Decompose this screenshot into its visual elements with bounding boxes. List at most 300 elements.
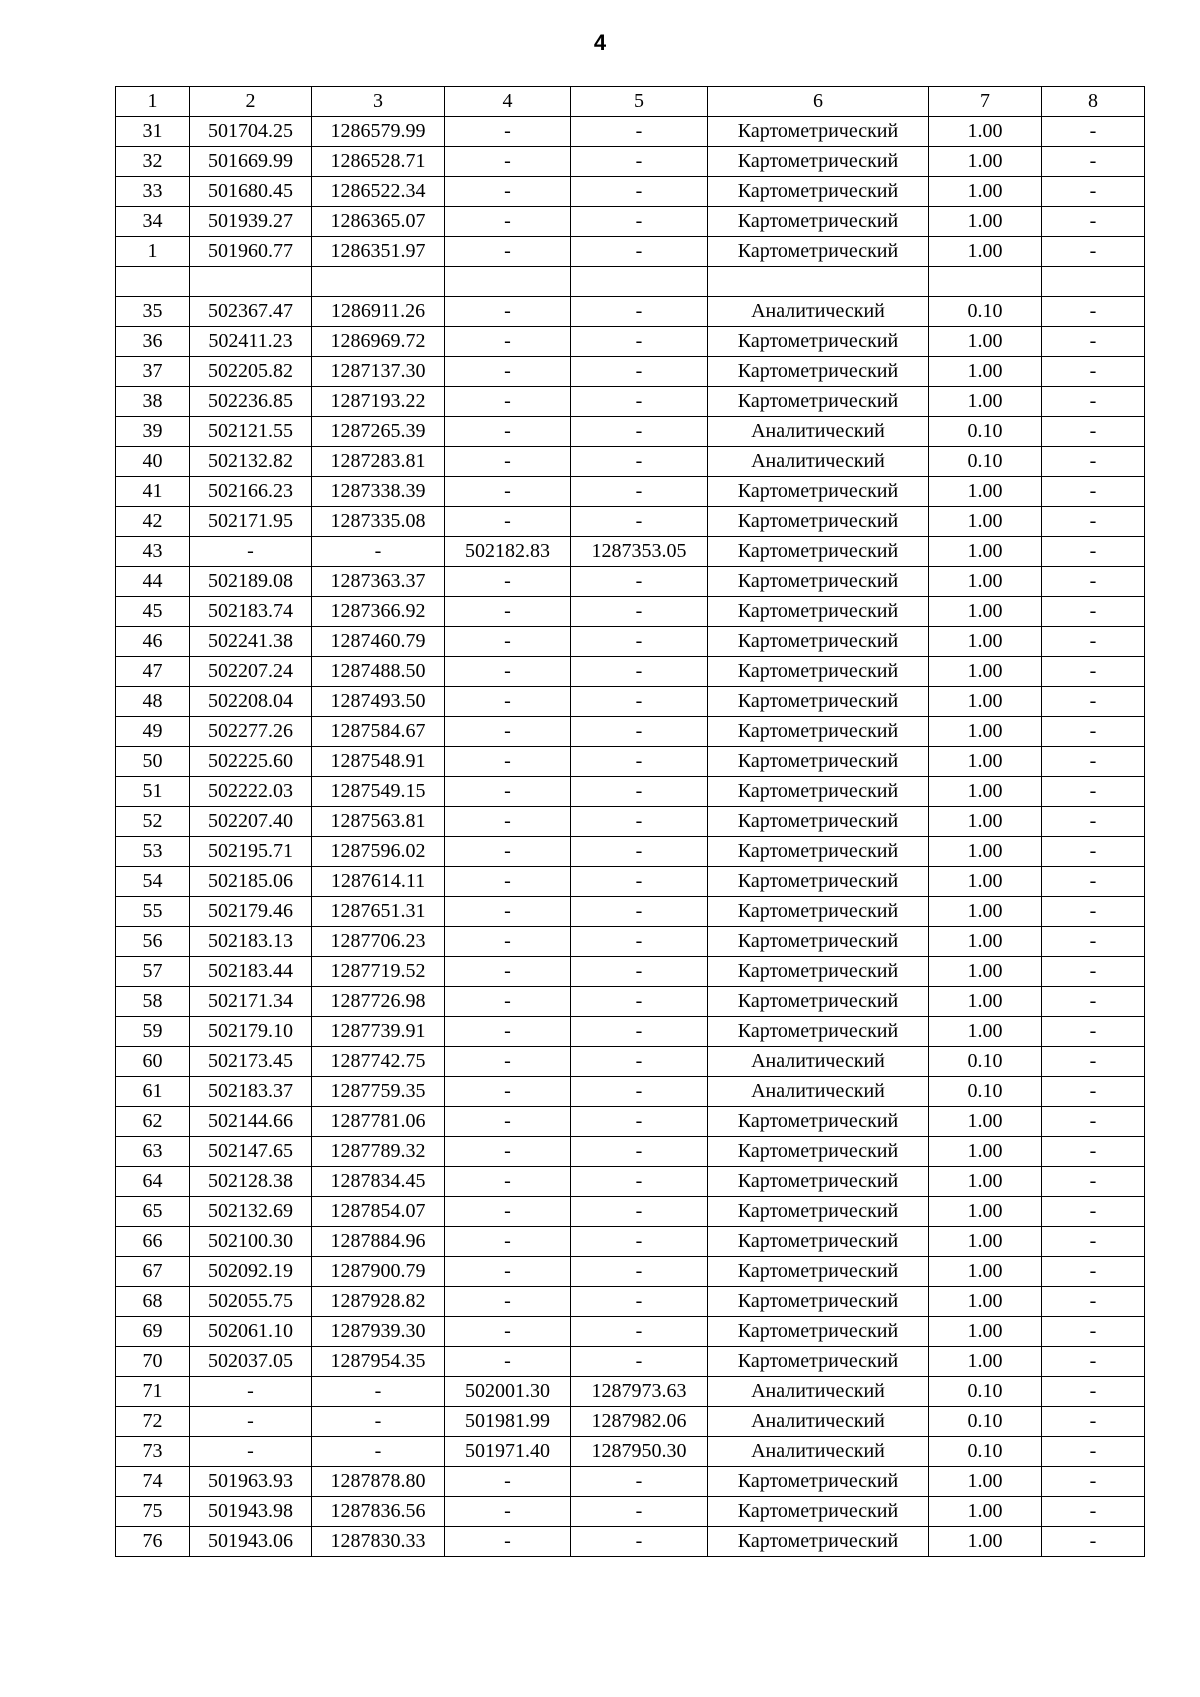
y-coordinate-cell: 1287193.22 [312,387,445,417]
method-cell: Картометрический [708,897,929,927]
point-number-cell: 45 [116,597,190,627]
method-cell: Картометрический [708,207,929,237]
point-number-cell: 40 [116,447,190,477]
table-row [116,267,1145,297]
y-coordinate-cell: 1287884.96 [312,1227,445,1257]
accuracy-cell: 1.00 [929,1347,1042,1377]
method-cell: Картометрический [708,1257,929,1287]
point-number-cell: 47 [116,657,190,687]
note-cell: - [1042,1317,1145,1347]
x-coordinate-cell: 501680.45 [190,177,312,207]
y-new-coordinate-cell: - [571,1347,708,1377]
note-cell: - [1042,717,1145,747]
point-number-cell: 71 [116,1377,190,1407]
y-new-coordinate-cell: - [571,177,708,207]
accuracy-cell: 1.00 [929,837,1042,867]
point-number-cell: 1 [116,237,190,267]
x-coordinate-cell: 502185.06 [190,867,312,897]
accuracy-cell: 1.00 [929,1197,1042,1227]
note-cell: - [1042,1197,1145,1227]
x-coordinate-cell: 502166.23 [190,477,312,507]
y-coordinate-cell: 1287954.35 [312,1347,445,1377]
x-coordinate-cell: 502173.45 [190,1047,312,1077]
method-cell: Картометрический [708,537,929,567]
x-new-coordinate-cell: - [445,777,571,807]
y-coordinate-cell: 1286522.34 [312,177,445,207]
method-cell: Картометрический [708,237,929,267]
y-new-coordinate-cell: - [571,357,708,387]
accuracy-cell: 1.00 [929,1167,1042,1197]
x-new-coordinate-cell: - [445,1107,571,1137]
y-coordinate-cell: 1287834.45 [312,1167,445,1197]
y-coordinate-cell: 1287548.91 [312,747,445,777]
accuracy-cell: 1.00 [929,1017,1042,1047]
note-cell: - [1042,1287,1145,1317]
accuracy-cell: 1.00 [929,717,1042,747]
y-new-coordinate-cell: - [571,657,708,687]
y-coordinate-cell: 1287759.35 [312,1077,445,1107]
x-new-coordinate-cell: - [445,1137,571,1167]
note-cell: - [1042,567,1145,597]
point-number-cell: 67 [116,1257,190,1287]
accuracy-cell: 1.00 [929,117,1042,147]
point-number-cell: 64 [116,1167,190,1197]
y-coordinate-cell: 1287488.50 [312,657,445,687]
x-new-coordinate-cell: - [445,477,571,507]
y-new-coordinate-cell: - [571,1047,708,1077]
y-coordinate-cell: 1286365.07 [312,207,445,237]
note-cell: - [1042,687,1145,717]
note-cell: - [1042,1257,1145,1287]
method-cell: Картометрический [708,1197,929,1227]
note-cell: - [1042,537,1145,567]
method-cell: Аналитический [708,1047,929,1077]
point-number-cell: 54 [116,867,190,897]
note-cell: - [1042,1437,1145,1467]
method-cell: Картометрический [708,627,929,657]
table-row [116,1347,1145,1377]
x-new-coordinate-cell: - [445,1227,571,1257]
method-cell: Картометрический [708,387,929,417]
y-coordinate-cell: - [312,537,445,567]
note-cell: - [1042,117,1145,147]
table-row [116,867,1145,897]
method-cell: Картометрический [708,1287,929,1317]
table-row [116,177,1145,207]
x-coordinate-cell: 502061.10 [190,1317,312,1347]
table-row [116,717,1145,747]
table-row [116,207,1145,237]
point-number-cell: 50 [116,747,190,777]
point-number-cell: 69 [116,1317,190,1347]
accuracy-cell: 0.10 [929,1047,1042,1077]
method-cell: Картометрический [708,1497,929,1527]
method-cell: Аналитический [708,417,929,447]
note-cell: - [1042,237,1145,267]
note-cell: - [1042,627,1145,657]
note-cell: - [1042,1017,1145,1047]
note-cell: - [1042,447,1145,477]
method-cell: Аналитический [708,1407,929,1437]
point-number-cell: 65 [116,1197,190,1227]
table-row [116,1227,1145,1257]
column-header: 5 [571,87,708,117]
x-coordinate-cell: 501943.06 [190,1527,312,1557]
y-coordinate-cell: - [312,1437,445,1467]
y-coordinate-cell: 1287878.80 [312,1467,445,1497]
note-cell: - [1042,477,1145,507]
method-cell: Картометрический [708,747,929,777]
y-new-coordinate-cell: - [571,1317,708,1347]
point-number-cell: 57 [116,957,190,987]
point-number-cell: 53 [116,837,190,867]
point-number-cell: 74 [116,1467,190,1497]
x-coordinate-cell: 502144.66 [190,1107,312,1137]
column-header: 8 [1042,87,1145,117]
x-coordinate-cell: 501939.27 [190,207,312,237]
accuracy-cell: 1.00 [929,1497,1042,1527]
method-cell: Аналитический [708,297,929,327]
note-cell: - [1042,357,1145,387]
note-cell: - [1042,417,1145,447]
method-cell: Картометрический [708,927,929,957]
note-cell: - [1042,327,1145,357]
table-row [116,1287,1145,1317]
accuracy-cell: 1.00 [929,387,1042,417]
y-new-coordinate-cell: - [571,507,708,537]
point-number-cell: 56 [116,927,190,957]
note-cell: - [1042,597,1145,627]
accuracy-cell: 1.00 [929,507,1042,537]
x-coordinate-cell: 502367.47 [190,297,312,327]
x-coordinate-cell: 502205.82 [190,357,312,387]
table-row [116,957,1145,987]
y-new-coordinate-cell: - [571,1017,708,1047]
y-coordinate-cell: 1287137.30 [312,357,445,387]
accuracy-cell: 1.00 [929,1287,1042,1317]
x-new-coordinate-cell [445,267,571,297]
method-cell: Картометрический [708,657,929,687]
method-cell: Картометрический [708,147,929,177]
table-body [116,117,1145,1557]
y-new-coordinate-cell: - [571,1107,708,1137]
method-cell: Картометрический [708,177,929,207]
table-row [116,537,1145,567]
y-coordinate-cell: 1287789.32 [312,1137,445,1167]
table-row [116,777,1145,807]
x-new-coordinate-cell: - [445,807,571,837]
accuracy-cell: 1.00 [929,1257,1042,1287]
note-cell: - [1042,837,1145,867]
x-new-coordinate-cell: - [445,387,571,417]
x-coordinate-cell: 502092.19 [190,1257,312,1287]
x-coordinate-cell: 502037.05 [190,1347,312,1377]
y-coordinate-cell: 1287549.15 [312,777,445,807]
table-row [116,1257,1145,1287]
y-new-coordinate-cell: - [571,1527,708,1557]
x-coordinate-cell: 501960.77 [190,237,312,267]
point-number-cell: 33 [116,177,190,207]
y-new-coordinate-cell: - [571,1287,708,1317]
note-cell: - [1042,897,1145,927]
y-coordinate-cell: 1287366.92 [312,597,445,627]
accuracy-cell: 1.00 [929,237,1042,267]
method-cell: Картометрический [708,867,929,897]
y-new-coordinate-cell: - [571,777,708,807]
accuracy-cell: 1.00 [929,627,1042,657]
note-cell: - [1042,1137,1145,1167]
y-coordinate-cell: - [312,1407,445,1437]
coordinates-table [115,86,1145,1557]
table-row [116,387,1145,417]
point-number-cell: 38 [116,387,190,417]
point-number-cell: 55 [116,897,190,927]
note-cell: - [1042,297,1145,327]
note-cell: - [1042,1107,1145,1137]
y-coordinate-cell [312,267,445,297]
x-new-coordinate-cell: - [445,897,571,927]
x-new-coordinate-cell: - [445,1467,571,1497]
y-new-coordinate-cell: - [571,987,708,1017]
x-coordinate-cell: 502183.13 [190,927,312,957]
x-new-coordinate-cell: - [445,657,571,687]
note-cell: - [1042,747,1145,777]
point-number-cell: 73 [116,1437,190,1467]
accuracy-cell: 1.00 [929,1317,1042,1347]
table-header-row [116,87,1145,117]
y-coordinate-cell: 1287928.82 [312,1287,445,1317]
y-new-coordinate-cell: 1287973.63 [571,1377,708,1407]
table-row [116,747,1145,777]
method-cell: Аналитический [708,1437,929,1467]
y-coordinate-cell: 1287742.75 [312,1047,445,1077]
x-new-coordinate-cell: 501981.99 [445,1407,571,1437]
point-number-cell: 44 [116,567,190,597]
accuracy-cell: 1.00 [929,177,1042,207]
point-number-cell: 61 [116,1077,190,1107]
point-number-cell: 32 [116,147,190,177]
x-coordinate-cell [190,267,312,297]
accuracy-cell: 1.00 [929,357,1042,387]
method-cell: Картометрический [708,357,929,387]
y-new-coordinate-cell: - [571,897,708,927]
table-row [116,147,1145,177]
y-new-coordinate-cell: - [571,327,708,357]
accuracy-cell: 0.10 [929,1077,1042,1107]
y-new-coordinate-cell: - [571,1497,708,1527]
method-cell: Картометрический [708,837,929,867]
y-coordinate-cell: 1286579.99 [312,117,445,147]
x-coordinate-cell: - [190,1437,312,1467]
accuracy-cell: 1.00 [929,927,1042,957]
x-new-coordinate-cell: 501971.40 [445,1437,571,1467]
method-cell: Картометрический [708,1347,929,1377]
method-cell: Картометрический [708,777,929,807]
accuracy-cell: 1.00 [929,1227,1042,1257]
y-coordinate-cell: 1287493.50 [312,687,445,717]
table-row [116,837,1145,867]
note-cell: - [1042,1497,1145,1527]
y-coordinate-cell: 1287265.39 [312,417,445,447]
x-new-coordinate-cell: - [445,627,571,657]
y-new-coordinate-cell: - [571,687,708,717]
y-new-coordinate-cell: 1287982.06 [571,1407,708,1437]
x-coordinate-cell: 502171.95 [190,507,312,537]
table-row [116,1107,1145,1137]
method-cell: Картометрический [708,1107,929,1137]
y-coordinate-cell: 1287719.52 [312,957,445,987]
x-coordinate-cell: 502100.30 [190,1227,312,1257]
accuracy-cell: 1.00 [929,657,1042,687]
method-cell: Картометрический [708,1167,929,1197]
y-coordinate-cell: 1287939.30 [312,1317,445,1347]
table-row [116,1137,1145,1167]
y-new-coordinate-cell: - [571,387,708,417]
y-new-coordinate-cell: - [571,207,708,237]
method-cell: Аналитический [708,1377,929,1407]
point-number-cell: 75 [116,1497,190,1527]
x-new-coordinate-cell: - [445,147,571,177]
accuracy-cell [929,267,1042,297]
x-coordinate-cell: - [190,537,312,567]
table-row [116,117,1145,147]
y-new-coordinate-cell: - [571,117,708,147]
accuracy-cell: 0.10 [929,1377,1042,1407]
y-new-coordinate-cell: - [571,957,708,987]
point-number-cell: 37 [116,357,190,387]
y-new-coordinate-cell: - [571,147,708,177]
table-row [116,1497,1145,1527]
y-new-coordinate-cell: - [571,717,708,747]
point-number-cell: 76 [116,1527,190,1557]
accuracy-cell: 1.00 [929,747,1042,777]
x-new-coordinate-cell: - [445,177,571,207]
column-header: 4 [445,87,571,117]
point-number-cell: 62 [116,1107,190,1137]
y-new-coordinate-cell: - [571,1167,708,1197]
accuracy-cell: 1.00 [929,807,1042,837]
method-cell: Аналитический [708,447,929,477]
table-row [116,1437,1145,1467]
table-row [116,1527,1145,1557]
x-new-coordinate-cell: - [445,957,571,987]
y-new-coordinate-cell: - [571,1257,708,1287]
x-coordinate-cell: 502195.71 [190,837,312,867]
note-cell: - [1042,1077,1145,1107]
accuracy-cell: 0.10 [929,447,1042,477]
method-cell: Картометрический [708,567,929,597]
note-cell: - [1042,507,1145,537]
accuracy-cell: 1.00 [929,207,1042,237]
x-coordinate-cell: 502236.85 [190,387,312,417]
x-coordinate-cell: - [190,1407,312,1437]
note-cell: - [1042,987,1145,1017]
x-new-coordinate-cell: - [445,1197,571,1227]
x-new-coordinate-cell: - [445,117,571,147]
column-header: 7 [929,87,1042,117]
y-coordinate-cell: 1287596.02 [312,837,445,867]
x-new-coordinate-cell: 502182.83 [445,537,571,567]
x-coordinate-cell: 502183.74 [190,597,312,627]
y-coordinate-cell: 1287584.67 [312,717,445,747]
note-cell: - [1042,1167,1145,1197]
y-coordinate-cell: 1287335.08 [312,507,445,537]
x-new-coordinate-cell: - [445,687,571,717]
y-coordinate-cell: 1287614.11 [312,867,445,897]
note-cell: - [1042,807,1145,837]
y-new-coordinate-cell: - [571,477,708,507]
page-number: 4 [593,30,607,55]
column-header: 6 [708,87,929,117]
column-header: 3 [312,87,445,117]
method-cell: Картометрический [708,327,929,357]
y-coordinate-cell: 1287726.98 [312,987,445,1017]
y-new-coordinate-cell: - [571,837,708,867]
method-cell: Картометрический [708,957,929,987]
x-new-coordinate-cell: - [445,1017,571,1047]
accuracy-cell: 1.00 [929,687,1042,717]
note-cell: - [1042,777,1145,807]
y-new-coordinate-cell: - [571,627,708,657]
note-cell: - [1042,207,1145,237]
table-row [116,927,1145,957]
x-new-coordinate-cell: - [445,237,571,267]
point-number-cell: 58 [116,987,190,1017]
point-number-cell: 68 [116,1287,190,1317]
method-cell: Картометрический [708,1017,929,1047]
accuracy-cell: 1.00 [929,987,1042,1017]
accuracy-cell: 0.10 [929,297,1042,327]
y-coordinate-cell: 1287830.33 [312,1527,445,1557]
x-new-coordinate-cell: - [445,1077,571,1107]
accuracy-cell: 1.00 [929,777,1042,807]
table-row [116,237,1145,267]
x-coordinate-cell: 502179.46 [190,897,312,927]
y-coordinate-cell: - [312,1377,445,1407]
x-new-coordinate-cell: - [445,1167,571,1197]
y-new-coordinate-cell: - [571,237,708,267]
x-coordinate-cell: 502128.38 [190,1167,312,1197]
table-row [116,807,1145,837]
x-coordinate-cell: 501963.93 [190,1467,312,1497]
x-new-coordinate-cell: - [445,1347,571,1377]
point-number-cell: 31 [116,117,190,147]
method-cell: Картометрический [708,717,929,747]
x-coordinate-cell: 502121.55 [190,417,312,447]
x-new-coordinate-cell: - [445,867,571,897]
x-coordinate-cell: 502183.37 [190,1077,312,1107]
accuracy-cell: 1.00 [929,597,1042,627]
method-cell: Картометрический [708,987,929,1017]
y-new-coordinate-cell: - [571,747,708,777]
x-coordinate-cell: 502208.04 [190,687,312,717]
point-number-cell: 70 [116,1347,190,1377]
accuracy-cell: 1.00 [929,1137,1042,1167]
y-coordinate-cell: 1287781.06 [312,1107,445,1137]
accuracy-cell: 1.00 [929,957,1042,987]
point-number-cell: 72 [116,1407,190,1437]
accuracy-cell: 1.00 [929,1107,1042,1137]
x-new-coordinate-cell: - [445,717,571,747]
method-cell: Картометрический [708,597,929,627]
x-new-coordinate-cell: - [445,567,571,597]
x-coordinate-cell: 502222.03 [190,777,312,807]
point-number-cell: 66 [116,1227,190,1257]
note-cell [1042,267,1145,297]
column-header: 2 [190,87,312,117]
y-coordinate-cell: 1287836.56 [312,1497,445,1527]
y-coordinate-cell: 1287460.79 [312,627,445,657]
